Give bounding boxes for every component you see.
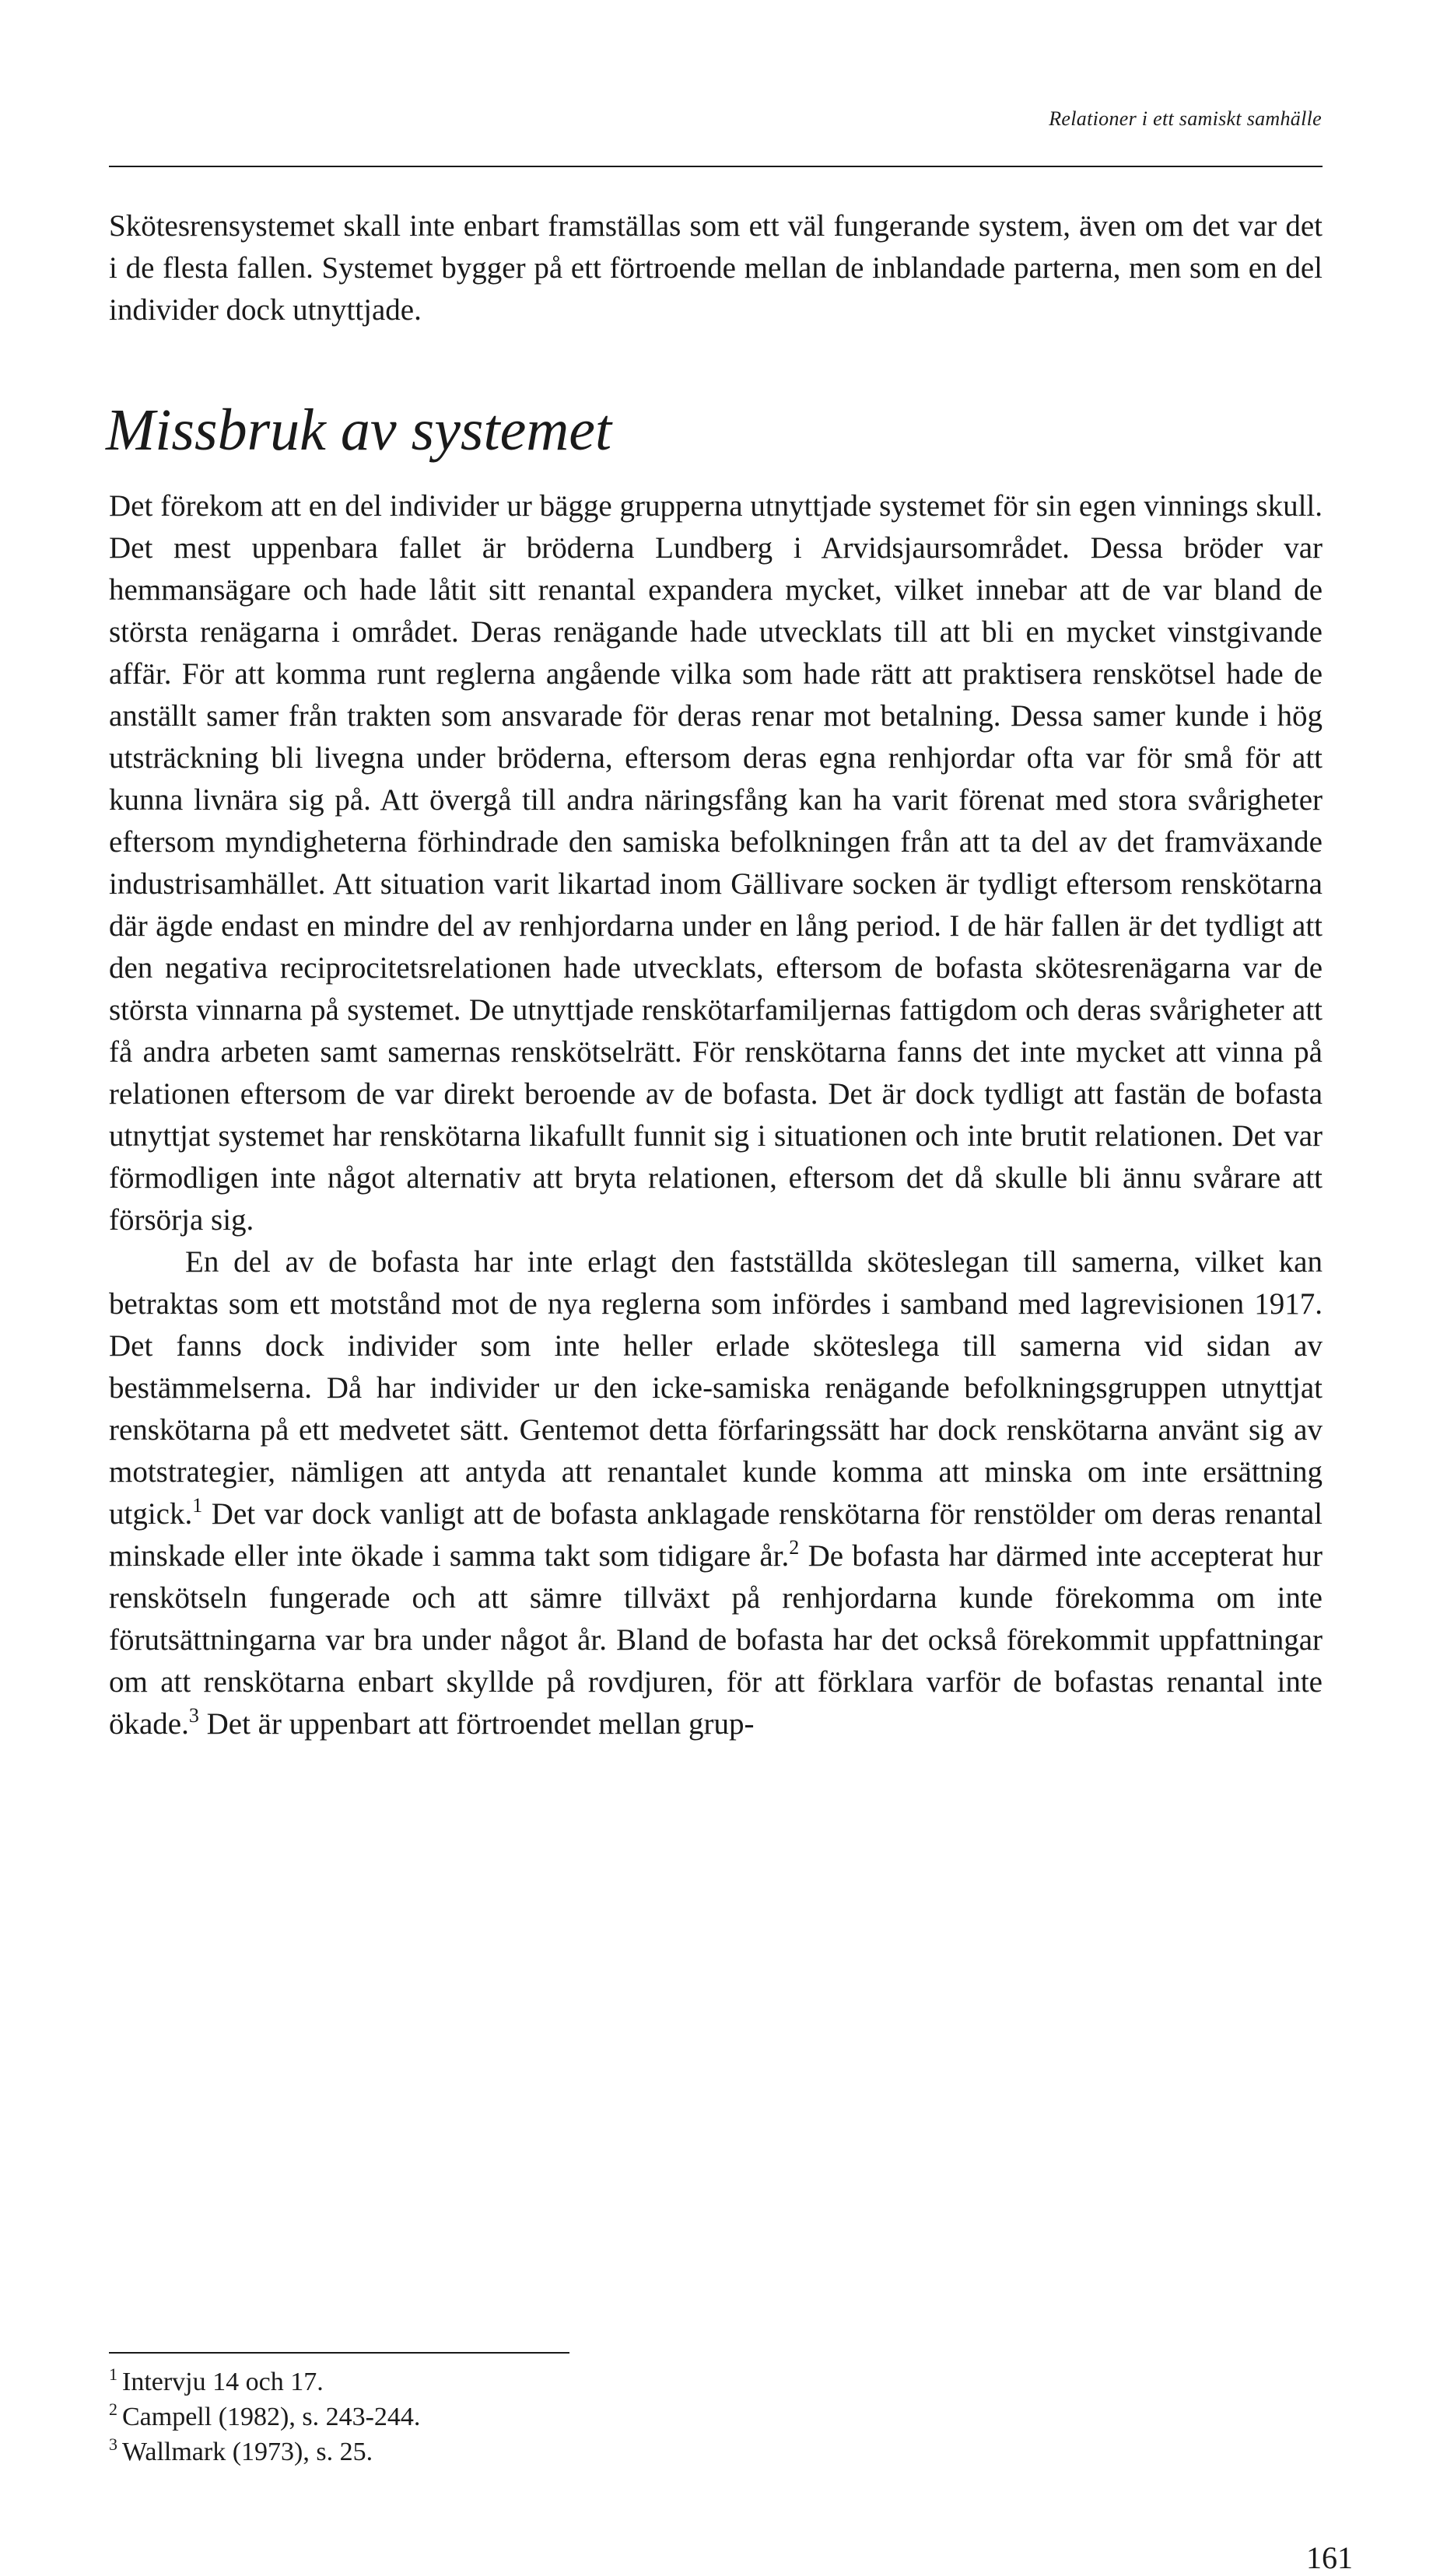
section-heading: Missbruk av systemet	[106, 397, 612, 463]
paragraph-2	[109, 1241, 1323, 1745]
footnote-item	[109, 2399, 420, 2434]
paragraph-2-part-1: En del av de bofasta har inte erlagt den fastställda sköteslegan till samerna, vilket kan betraktas som ett motstånd mot de nya reglerna som infördes i samband med lagrevisionen 1917. Det fanns dock individer som inte heller erlade sköteslega till samerna vid sidan av bestämmelserna. Då har individer ur den icke-samiska renägande befolkningsgruppen utnyttjat renskötarna på ett medvetet sätt. Gentemot detta förfaringssätt har dock renskötarna använt sig av motstrategier, nämligen att antyda att renantalet kunde komma att minska om inte ersättning utgick.	[109, 1245, 1323, 1531]
footnote-rule	[109, 2352, 569, 2354]
footnote-number: 2	[109, 2399, 117, 2419]
footnote-item	[109, 2364, 420, 2399]
header-rule	[109, 166, 1323, 167]
paragraph-2-part-3: De bofasta har därmed inte accepterat hur renskötseln fungerade och att sämre tillväxt på renhjordarna kunde förekomma om inte förutsättningarna var bra under något år. Bland de bofasta har det också förekommit uppfattningar om att renskötarna enbart skyllde på rovdjuren, för att förklara varför de bofastas renantal inte ökade.	[109, 1539, 1323, 1741]
page-number: 161	[1306, 2540, 1353, 2575]
running-head: Relationer i ett samiskt samhälle	[1049, 107, 1322, 130]
paragraph-1: Det förekom att en del individer ur bägge grupperna utnyttjade systemet för sin egen vinnings skull. Det mest uppenbara fallet är bröderna Lundberg i Arvidsjaursområdet. Dessa bröder var hemmansägare och hade låtit sitt renantal expandera mycket, vilket innebar att de var bland de största renägarna i området. Deras renägande hade utvecklats till att bli en mycket vinstgivande affär. För att komma runt reglerna angående vilka som hade rätt att praktisera renskötsel hade de anställt samer från trakten som ansvarade för deras renar mot betalning. Dessa samer kunde i hög utsträckning bli livegna under bröderna, eftersom deras egna renhjordar ofta var för små för att kunna livnära sig på. Att övergå till andra näringsfång kan ha varit förenat med stora svårigheter eftersom myndigheterna förhindrade den samiska befolkningen från att ta del av det framväxande industrisamhället. Att situation varit likartad inom Gällivare socken är tydligt eftersom renskötarna där ägde endast en mindre del av renhjordarna under en lång period. I de här fallen är det tydligt att den negativa reciprocitetsrelationen hade utvecklats, eftersom de bofasta skötesrenägarna var de största vinnarna på systemet. De utnyttjade renskötarfamiljernas fattigdom och deras svårigheter att få andra arbeten samt samernas renskötselrätt. För renskötarna fanns det inte mycket att vinna på relationen eftersom de var direkt beroende av de bofasta. Det är dock tydligt att fastän de bofasta utnyttjat systemet har renskötarna likafullt funnit sig i situationen och inte brutit relationen. Det var förmodligen inte något alternativ att bryta relationen, eftersom det då skulle bli ännu svårare att försörja sig.	[109, 489, 1323, 1237]
intro-paragraph: Skötesrensystemet skall inte enbart framställas som ett väl fungerande system, även om det var det i de flesta fallen. Systemet bygger på ett förtroende mellan de inblandade parterna, men som en del individer dock utnyttjade.	[109, 209, 1323, 327]
section-body	[109, 485, 1323, 1745]
footnotes	[109, 2364, 420, 2469]
footnote-ref-3: 3	[188, 1704, 199, 1727]
footnote-text: Wallmark (1973), s. 25.	[122, 2438, 373, 2466]
intro-paragraph-block	[109, 205, 1323, 331]
footnote-number: 3	[109, 2434, 117, 2454]
footnote-ref-1: 1	[192, 1494, 203, 1517]
footnote-text: Campell (1982), s. 243-244.	[122, 2403, 421, 2431]
footnote-item	[109, 2434, 420, 2469]
paragraph-2-part-2: Det var dock vanligt att de bofasta anklagade renskötarna för renstölder om deras renantal minskade eller inte ökade i samma takt som tidigare år.	[109, 1497, 1323, 1573]
footnote-number: 1	[109, 2364, 117, 2384]
footnote-ref-2: 2	[789, 1536, 800, 1559]
footnote-text: Intervju 14 och 17.	[122, 2368, 324, 2396]
paragraph-2-part-4: Det är uppenbart att förtroendet mellan grup-	[198, 1707, 755, 1741]
